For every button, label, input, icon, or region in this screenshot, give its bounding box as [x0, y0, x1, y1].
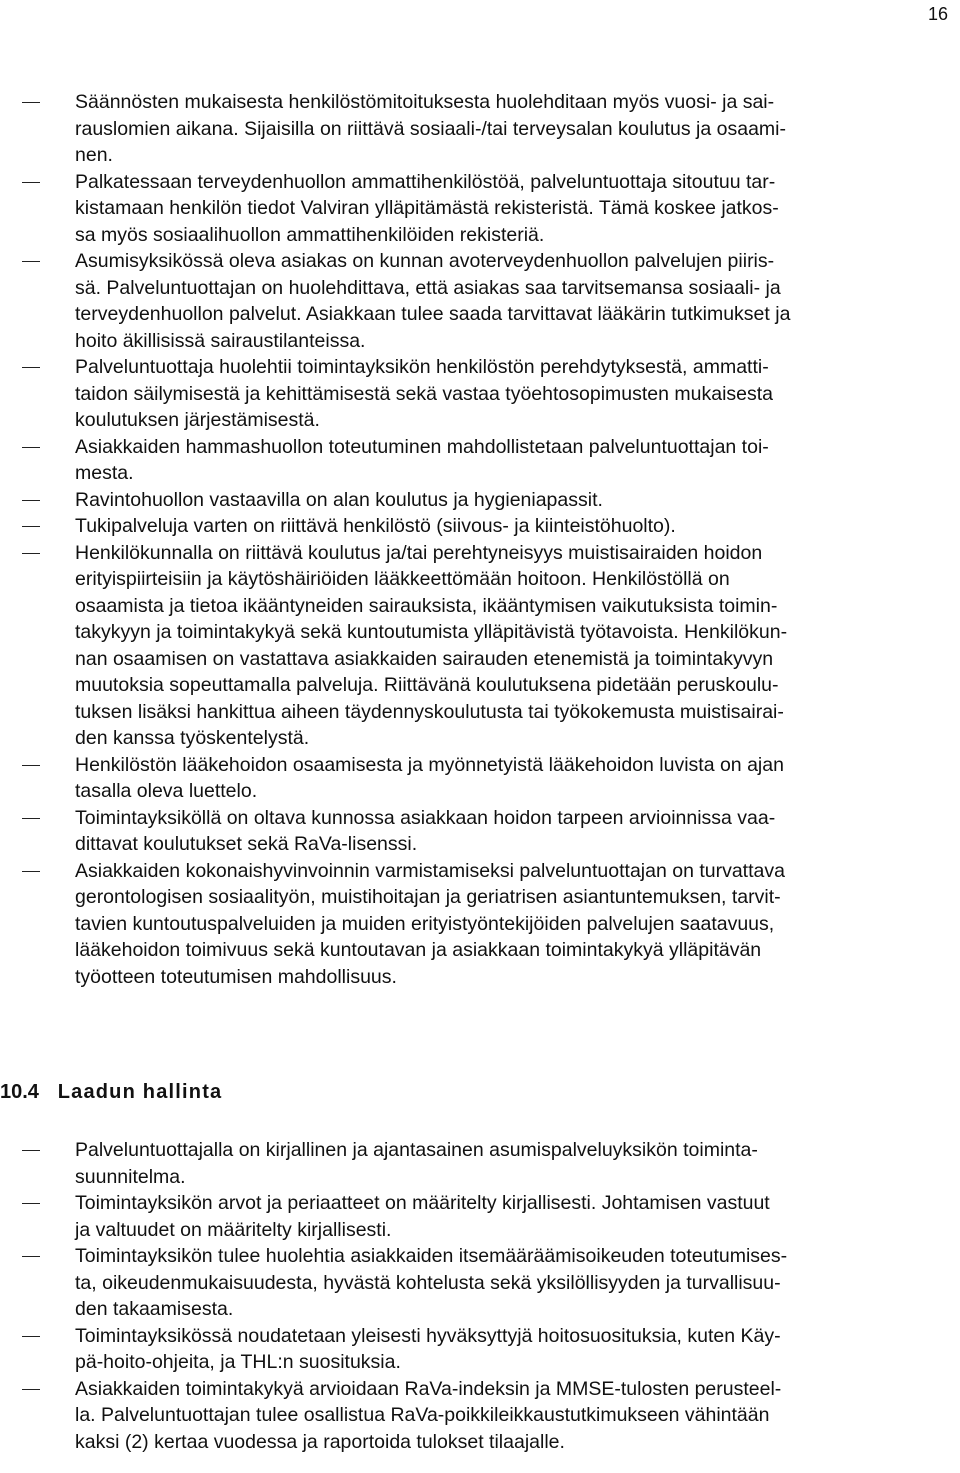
list-item [0, 434, 960, 487]
text-line: Asiakkaiden kokonaishyvinvoinnin varmistamiseksi palveluntuottajan on turvattava [75, 859, 785, 882]
dash-bullet-icon [22, 1389, 40, 1390]
text-line: Toimintayksikön arvot ja periaatteet on määritelty kirjallisesti. Johtamisen vastuut [75, 1192, 770, 1214]
dash-bullet-icon [22, 526, 40, 527]
text-line: sa myös sosiaalihuollon ammattihenkilöiden rekisteriä. [75, 223, 545, 246]
text-line: Henkilökunnalla on riittävä koulutus ja/tai perehtyneisyys muistisairaiden hoidon [75, 541, 763, 564]
text-line: rauslomien aikana. Sijaisilla on riittävä sosiaali-/tai terveysalan koulutus ja osaami- [75, 117, 786, 140]
dash-bullet-icon [22, 1150, 40, 1151]
text-line: koulutuksen järjestämisestä. [75, 409, 320, 431]
list-item-text [75, 89, 955, 169]
list-item [0, 89, 960, 169]
text-line: den kanssa työskentelystä. [75, 727, 310, 749]
text-line: hoito äkillisissä sairaustilanteissa. [75, 329, 366, 352]
text-line: pä-hoito-ohjeita, ja THL:n suosituksia. [75, 1351, 401, 1373]
text-line: Palveluntuottaja huolehtii toimintayksikön henkilöstön perehdytyksestä, ammatti- [75, 356, 769, 378]
text-line: kistamaan henkilön tiedot Valviran ylläpitämästä rekisteristä. Tämä koskee jatkos- [75, 197, 779, 219]
dash-bullet-icon [22, 871, 40, 872]
text-line: Asiakkaiden hammashuollon toteutuminen mahdollistetaan palveluntuottajan toi- [75, 435, 769, 458]
list-item-text [75, 1190, 955, 1243]
list-item [0, 752, 960, 805]
text-line: erityispiirteisiin ja käytöshäiriöiden lääkkeettömään hoitoon. Henkilöstöllä on [75, 568, 730, 590]
text-line: taidon säilymisestä ja kehittämisestä sekä vastaa työehtosopimusten mukaisesta [75, 382, 774, 405]
text-line: lääkehoidon toimivuus sekä kuntoutavan ja asiakkaan toimintakykyä ylläpitävän [75, 939, 762, 961]
text-line: tavien kuntoutuspalveluiden ja muiden erityistyöntekijöiden palvelujen saatavuus, [75, 912, 775, 935]
dash-bullet-icon [22, 447, 40, 448]
section-title: Laadun hallinta [57, 1081, 223, 1103]
list-item [0, 1190, 960, 1243]
text-line: ta, oikeudenmukaisuudesta, hyvästä kohtelusta sekä yksilöllisyyden ja turvallisuu- [75, 1271, 781, 1294]
dash-bullet-icon [22, 765, 40, 766]
dash-bullet-icon [22, 1256, 40, 1257]
text-line: takykyyn ja toimintakykyä sekä kuntoutumista ylläpitävistä työtavoista. Henkilökun- [75, 621, 788, 643]
text-line: sä. Palveluntuottajan on huolehdittava, että asiakas saa tarvitsemansa sosiaali- ja [75, 276, 781, 299]
section-heading [0, 1078, 222, 1106]
text-line: mesta. [75, 462, 134, 484]
text-line: Toimintayksikössä noudatetaan yleisesti hyväksyttyjä hoitosuosituksia, kuten Käy- [75, 1324, 781, 1347]
page-number: 16 [927, 4, 948, 24]
list-item-text [75, 805, 955, 858]
list-item [0, 1323, 960, 1376]
dash-bullet-icon [22, 818, 40, 819]
list-item [0, 1137, 960, 1190]
text-line: tasalla oleva luettelo. [75, 780, 258, 802]
text-line: terveydenhuollon palvelut. Asiakkaan tulee saada tarvittavat lääkärin tutkimukset ja [75, 303, 791, 325]
list-item-text [75, 752, 955, 805]
text-line: osaamista ja tietoa ikääntyneiden sairauksista, ikääntymisen vaikutuksista toimin- [75, 594, 778, 617]
text-line: muutoksia sopeuttamalla palveluja. Riittävänä koulutuksena pidetään peruskoulu- [75, 674, 779, 696]
list-item-text [75, 1323, 955, 1376]
list-item [0, 169, 960, 249]
text-line: työotteen toteutumisen mahdollisuus. [75, 965, 397, 988]
list-item [0, 487, 960, 514]
text-line: Palveluntuottajalla on kirjallinen ja ajantasainen asumispalveluyksikön toiminta- [75, 1139, 758, 1161]
list-item-text [75, 434, 955, 487]
text-line: tuksen lisäksi hankittua aiheen täydennyskoulutusta tai työkokemusta muistisairai- [75, 700, 784, 723]
text-line: ja valtuudet on määritelty kirjallisesti. [75, 1218, 392, 1241]
list-item [0, 248, 960, 354]
list-item-text [75, 1376, 955, 1456]
text-line: kaksi (2) kertaa vuodessa ja raportoida tulokset tilaajalle. [75, 1430, 565, 1453]
text-line: gerontologisen sosiaalityön, muistihoitajan ja geriatrisen asiantuntemuksen, tarvit- [75, 886, 781, 908]
dash-bullet-icon [22, 261, 40, 262]
section-number: 10.4 [0, 1081, 39, 1103]
dash-bullet-icon [22, 102, 40, 103]
dash-bullet-icon [22, 182, 40, 183]
text-line: Säännösten mukaisesta henkilöstömitoituksesta huolehditaan myös vuosi- ja sai- [75, 91, 775, 113]
text-line: Palkatessaan terveydenhuollon ammattihenkilöstöä, palveluntuottaja sitoutuu tar- [75, 170, 776, 193]
text-line: Tukipalveluja varten on riittävä henkilöstö (siivous- ja kiinteistöhuolto). [75, 515, 676, 537]
text-line: suunnitelma. [75, 1165, 186, 1188]
text-line: Asiakkaiden toimintakykyä arvioidaan RaVa-indeksin ja MMSE-tulosten perusteel- [75, 1377, 782, 1400]
list-item-text [75, 169, 955, 249]
list-item-text [75, 354, 955, 434]
list-item-text [75, 248, 955, 354]
text-line: Asumisyksikössä oleva asiakas on kunnan avoterveydenhuollon palvelujen piiris- [75, 250, 775, 272]
dash-bullet-icon [22, 500, 40, 501]
list-item-text [75, 1243, 955, 1323]
dash-bullet-icon [22, 553, 40, 554]
list-item [0, 354, 960, 434]
list-item [0, 513, 960, 540]
list-item [0, 858, 960, 991]
list-item-text [75, 487, 955, 514]
list-item [0, 1243, 960, 1323]
dash-bullet-icon [22, 367, 40, 368]
list-item-text [75, 540, 955, 752]
text-line: Toimintayksiköllä on oltava kunnossa asiakkaan hoidon tarpeen arvioinnissa vaa- [75, 806, 776, 829]
dash-bullet-icon [22, 1203, 40, 1204]
list-item [0, 805, 960, 858]
dash-bullet-icon [22, 1336, 40, 1337]
text-line: den takaamisesta. [75, 1298, 234, 1320]
text-line: Henkilöstön lääkehoidon osaamisesta ja myönnetyistä lääkehoidon luvista on ajan [75, 753, 784, 776]
list-item [0, 540, 960, 752]
list-item-text [75, 513, 955, 540]
text-line: Toimintayksikön tulee huolehtia asiakkaiden itsemääräämisoikeuden toteutumises- [75, 1245, 788, 1267]
text-line: Ravintohuollon vastaavilla on alan koulutus ja hygieniapassit. [75, 488, 603, 511]
list-item-text [75, 1137, 955, 1190]
text-line: dittavat koulutukset sekä RaVa-lisenssi. [75, 833, 418, 855]
text-line: nen. [75, 144, 113, 166]
text-line: la. Palveluntuottajan tulee osallistua RaVa-poikkileikkaustutkimukseen vähintään [75, 1404, 770, 1426]
list-item [0, 1376, 960, 1456]
text-line: nan osaamisen on vastattava asiakkaiden sairauden etenemistä ja toimintakyvyn [75, 647, 774, 670]
list-item-text [75, 858, 955, 991]
